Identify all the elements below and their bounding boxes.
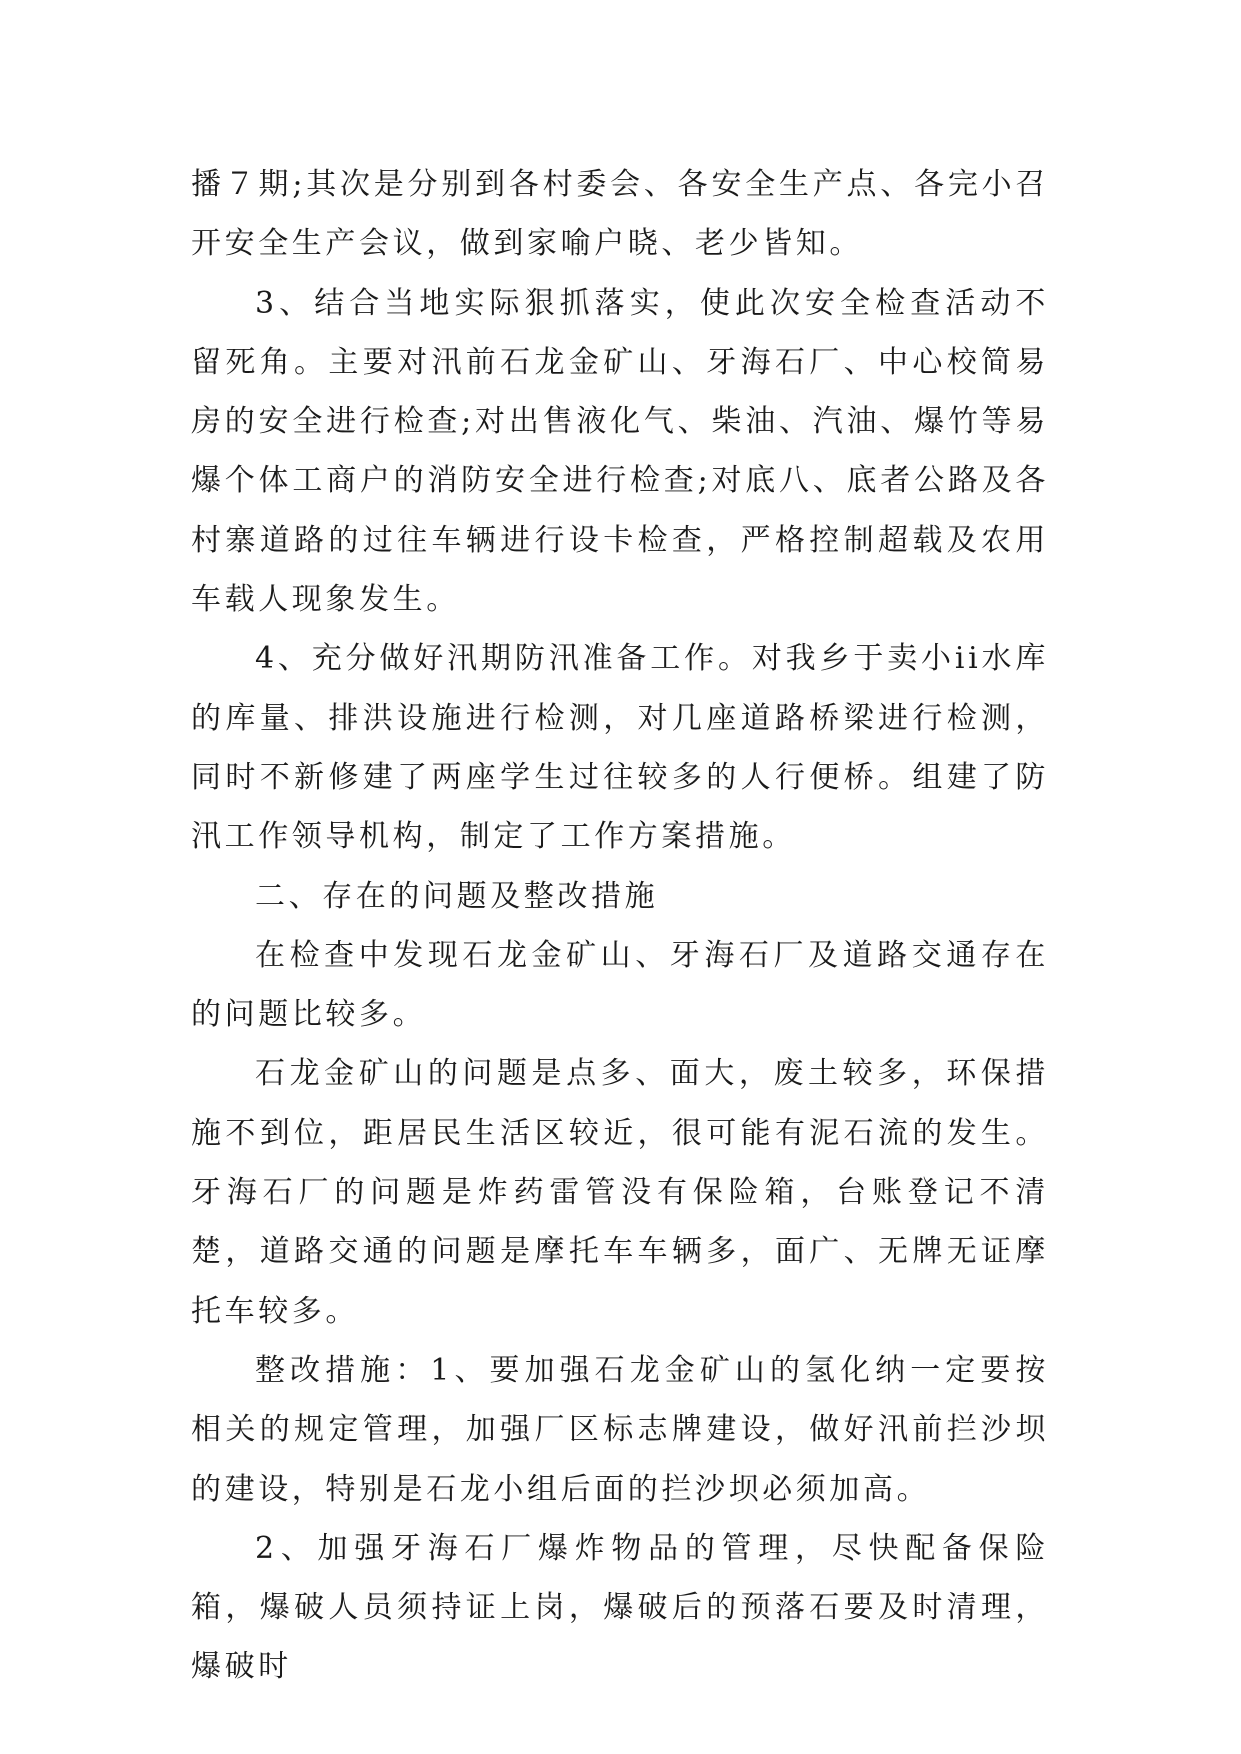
document-body (191, 155, 1049, 1697)
paragraph-7: 2、加强牙海石厂爆炸物品的管理，尽快配备保险箱，爆破人员须持证上岗，爆破后的预落石要及时清理，爆破时 (191, 1530, 1049, 1685)
paragraph-4: 在检查中发现石龙金矿山、牙海石厂及道路交通存在的问题比较多。 (191, 937, 1049, 1033)
paragraph-2: 3、结合当地实际狠抓落实，使此次安全检查活动不留死角。主要对汛前石龙金矿山、牙海石厂、中心校简易房的安全进行检查;对出售液化气、柴油、汽油、爆竹等易爆个体工商户的消防安全进行检查;对底八、底者公路及各村寨道路的过往车辆进行设卡检查，严格控制超载及农用车载人现象发生。 (191, 285, 1049, 618)
paragraph-1: 播７期;其次是分别到各村委会、各安全生产点、各完小召开安全生产会议，做到家喻户晓、老少皆知。 (191, 167, 1049, 262)
section-heading: 二、存在的问题及整改措施 (255, 878, 659, 914)
paragraph-5: 石龙金矿山的问题是点多、面大，废土较多，环保措施不到位，距居民生活区较近，很可能有泥石流的发生。牙海石厂的问题是炸药雷管没有保险箱，台账登记不清楚，道路交通的问题是摩托车车辆多，面广、无牌无证摩托车较多。 (191, 1056, 1049, 1329)
paragraph-3: 4、充分做好汛期防汛准备工作。对我乡于卖小ii水库的库量、排洪设施进行检测，对几座道路桥梁进行检测，同时不新修建了两座学生过往较多的人行便桥。组建了防汛工作领导机构，制定了工作方案措施。 (191, 641, 1049, 855)
paragraph-6: 整改措施：1、要加强石龙金矿山的氢化纳一定要按相关的规定管理，加强厂区标志牌建设，做好汛前拦沙坝的建设，特别是石龙小组后面的拦沙坝必须加高。 (191, 1352, 1049, 1507)
